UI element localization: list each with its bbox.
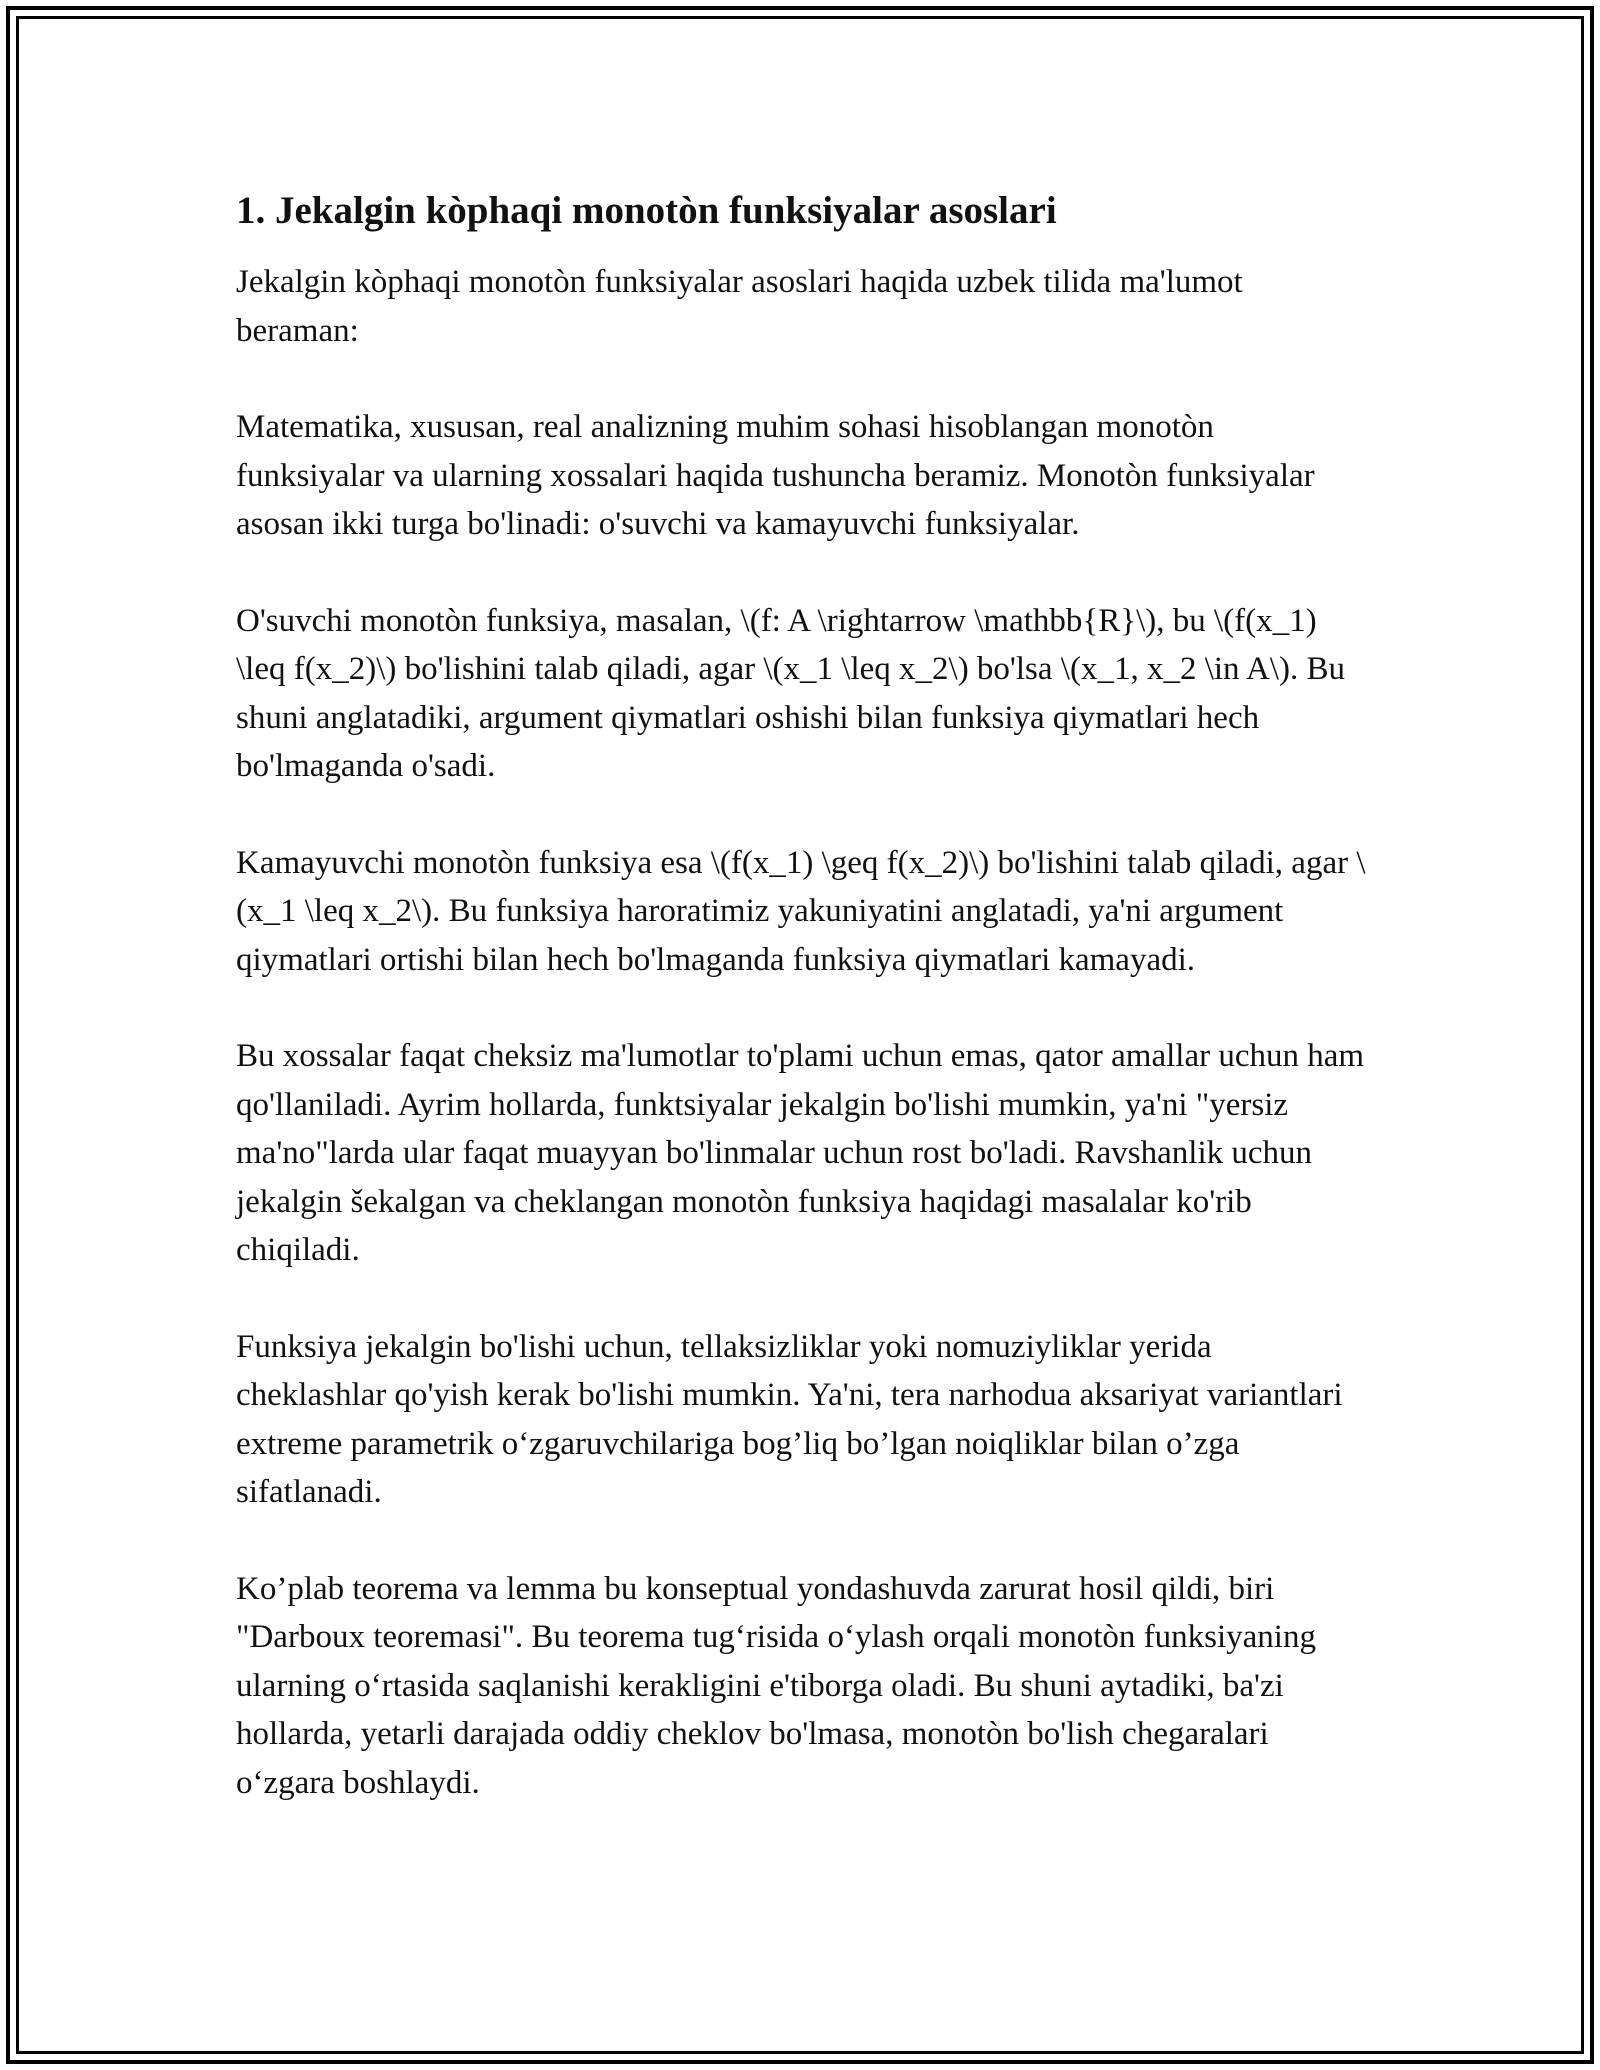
- document-body: [236, 186, 1366, 1855]
- paragraph-properties: Bu xossalar faqat cheksiz ma'lumotlar to'plami uchun emas, qator amallar uchun ham qo'llaniladi. Ayrim hollarda, funktsiyalar jekalgin bo'lishi mumkin, ya'ni "yersiz ma'no"larda ular faqat muayyan bo'linmalar uchun rost bo'ladi. Ravshanlik uchun jekalgin šekalgan va cheklangan monotòn funksiya haqidagi masalalar ko'rib chiqiladi.: [236, 1038, 1365, 1268]
- paragraph-theorems: Ko’plab teorema va lemma bu konseptual yondashuvda zarurat hosil qildi, biri "Darboux teoremasi". Bu teorema tug‘risida o‘ylash orqali monotòn funksiyaning ularning o‘rtasida saqlanishi kerakligini e'tiborga oladi. Bu shuni aytadiki, ba'zi hollarda, yetarli darajada oddiy cheklov bo'lmasa, monotòn bo'lish chegaralari o‘zgara boshlaydi.: [236, 1570, 1316, 1801]
- paragraph-constraints: Funksiya jekalgin bo'lishi uchun, tellaksizliklar yoki nomuziyliklar yerida cheklashlar qo'yish kerak bo'lishi mumkin. Ya'ni, tera narhodua aksariyat variantlari extreme parametrik o‘zgaruvchilariga bog’liq bo’lgan noiqliklar bilan o’zga sifatlanadi.: [236, 1328, 1343, 1510]
- section-heading: 1. Jekalgin kòphaqi monotòn funksiyalar asoslari: [236, 189, 1057, 232]
- paragraph-intro: Jekalgin kòphaqi monotòn funksiyalar asoslari haqida uzbek tilida ma'lumot beraman:: [236, 264, 1243, 349]
- paragraph-overview: Matematika, xususan, real analizning muhim sohasi hisoblangan monotòn funksiyalar va ularning xossalari haqida tushuncha beramiz. Monotòn funksiyalar asosan ikki turga bo'linadi: o'suvchi va kamayuvchi funksiyalar.: [236, 409, 1315, 542]
- paragraph-decreasing: Kamayuvchi monotòn funksiya esa \(f(x_1) \geq f(x_2)\) bo'lishini talab qiladi, agar \(x_1 \leq x_2\). Bu funksiya haroratimiz yakuniyatini anglatadi, ya'ni argument qiymatlari ortishi bilan hech bo'lmaganda funksiya qiymatlari kamayadi.: [236, 844, 1366, 978]
- paragraph-increasing: O'suvchi monotòn funksiya, masalan, \(f: A \rightarrow \mathbb{R}\), bu \(f(x_1) \leq f(x_2)\) bo'lishini talab qiladi, agar \(x_1 \leq x_2\) bo'lsa \(x_1, x_2 \in A\). Bu shuni anglatadiki, argument qiymatlari oshishi bilan funksiya qiymatlari hech bo'lmaganda o'sadi.: [236, 602, 1345, 784]
